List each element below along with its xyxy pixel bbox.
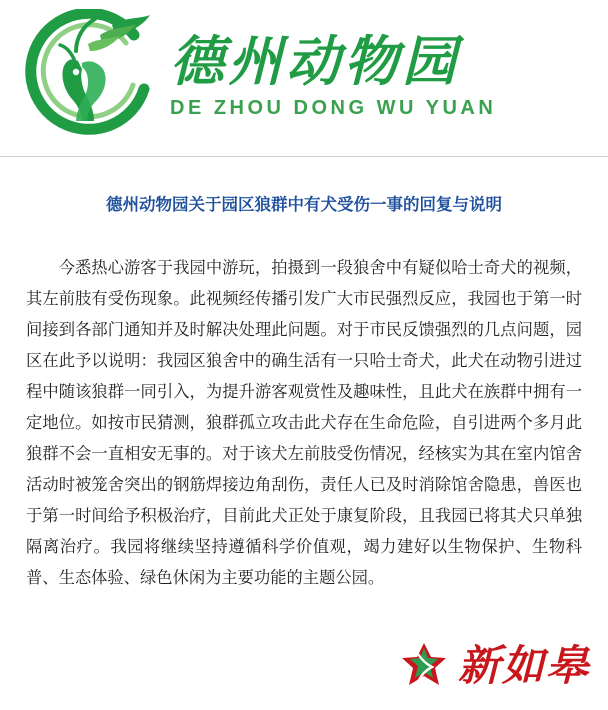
zoo-name-chinese: 德州动物园 [170, 30, 460, 94]
xin-rugao-mark-icon [398, 640, 450, 692]
header-divider [0, 156, 608, 157]
footer-brand-text: 新如皋 [457, 641, 590, 690]
site-header [0, 0, 608, 152]
deer-leaf-logo-icon [16, 9, 166, 144]
page-title: 德州动物园关于园区狼群中有犬受伤一事的回复与说明 [106, 195, 502, 214]
logo-wordmark [170, 32, 608, 119]
document-body: 今悉热心游客于我园中游玩，拍摄到一段狼舍中有疑似哈士奇犬的视频，其左前肢有受伤现象。此视频经传播引发广大市民强烈反应，我园也于第一时间接到各部门通知并及时解决处理此问题。对于市民反馈强烈的几点问题，园区在此予以说明：我园区狼舍中的确生活有一只哈士奇犬，此犬在动物引进过程中随该狼群一同引入，为提升游客观赏性及趣味性，且此犬在族群中拥有一定地位。如按市民猜测，狼群孤立攻击此犬存在生命危险，自引进两个多月此狼群不会一直相安无事的。对于该犬左前肢受伤情况，经核实为其在室内馆舍活动时被笼舍突出的钢筋焊接边角刮伤，责任人已及时消除馆舍隐患，兽医也于第一时间给予积极治疗，目前此犬正处于康复阶段，且我园已将其犬只单独隔离治疗。我园将继续坚持遵循科学价值观，竭力建好以生物保护、生物科普、生态体验、绿色休闲为主要功能的主题公园。 [26, 257, 582, 587]
zoo-name-pinyin: DE ZHOU DONG WU YUAN [170, 96, 497, 119]
footer-brand [398, 640, 590, 692]
